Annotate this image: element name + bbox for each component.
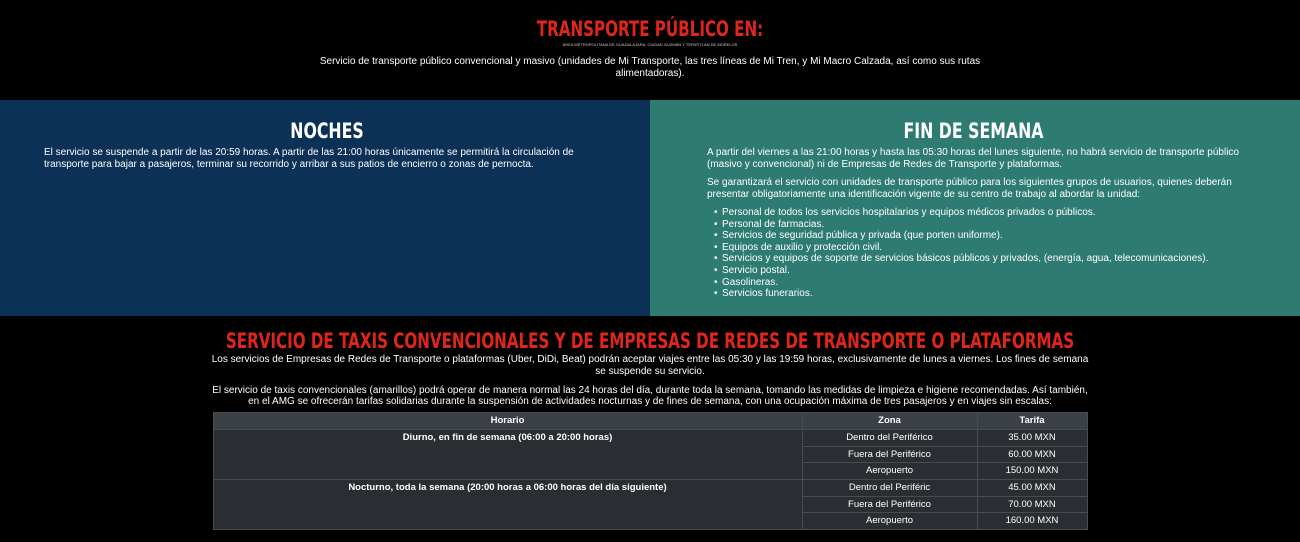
page-subtitle: ÁREA METROPOLITANA DE GUADALAJARA, CIUDAD GUZMÁN Y TEPATITLÁN DE MORELOS bbox=[562, 42, 738, 47]
zona-cell: Dentro del Periféric bbox=[802, 479, 977, 496]
zona-cell: Fuera del Periférico bbox=[802, 496, 977, 513]
tarifa-cell: 45.00 MXN bbox=[977, 479, 1087, 496]
weekend-title: FIN DE SEMANA bbox=[903, 119, 1044, 143]
weekend-text-1: A partir del viernes a las 21:00 horas y hasta las 05:30 horas del lunes siguiente, no habrá servicio de transporte público (masivo y convencional) ni de Empresas de Redes de Transporte y plataformas. bbox=[707, 147, 1239, 170]
tarifa-cell: 160.00 MXN bbox=[977, 513, 1087, 530]
list-item: • Gasolineras. bbox=[714, 277, 1240, 289]
taxis-section bbox=[0, 316, 1300, 530]
column-header-horario: Horario bbox=[213, 413, 802, 430]
tarifa-cell: 150.00 MXN bbox=[977, 463, 1087, 480]
column-header-zona: Zona bbox=[802, 413, 977, 430]
zona-cell: Aeropuerto bbox=[802, 513, 977, 530]
table-row bbox=[213, 429, 1087, 446]
weekend-panel bbox=[650, 100, 1300, 316]
list-item: • Servicios funerarios. bbox=[714, 288, 1240, 300]
table-row bbox=[213, 479, 1087, 496]
nights-text: El servicio se suspende a partir de las 20:59 horas. A partir de las 21:00 horas únicamente se permitirá la circulación de transporte para bajar a pasajeros, terminar su recorrido y arribar a sus patios de encierro o zonas de pernocta. bbox=[44, 147, 574, 170]
list-item: • Equipos de auxilio y protección civil. bbox=[714, 242, 1240, 254]
column-header-tarifa: Tarifa bbox=[977, 413, 1087, 430]
page-title: TRANSPORTE PÚBLICO EN: bbox=[536, 17, 764, 41]
essential-users-list bbox=[714, 207, 1240, 300]
horario-cell: Diurno, en fin de semana (06:00 a 20:00 horas) bbox=[213, 429, 802, 479]
zona-cell: Dentro del Periférico bbox=[802, 429, 977, 446]
taxis-text-1: Los servicios de Empresas de Redes de Transporte o plataformas (Uber, DiDi, Beat) podrán aceptar viajes entre las 05:30 y las 19:59 horas, exclusivamente de lunes a viernes. Los fines de semana se suspende su servicio. bbox=[211, 354, 1089, 377]
tarifa-cell: 35.00 MXN bbox=[977, 429, 1087, 446]
taxis-text-2: El servicio de taxis convencionales (amarillos) podrá operar de manera normal las 24 horas del día, durante toda la semana, tomando las medidas de limpieza e higiene recomendadas. Así también, en el AMG se ofrecerán tarifas solidarias durante la suspensión de actividades nocturnas y de fines de semana, con una ocupación máxima de tres pasajeros y en viajes sin escalas: bbox=[212, 384, 1088, 408]
tarifa-cell: 60.00 MXN bbox=[977, 446, 1087, 463]
list-item: • Servicios de seguridad pública y privada (que porten uniforme). bbox=[714, 230, 1240, 242]
nights-panel bbox=[0, 100, 650, 316]
zona-cell: Aeropuerto bbox=[802, 463, 977, 480]
tarifa-cell: 70.00 MXN bbox=[977, 496, 1087, 513]
list-item: • Personal de farmacias. bbox=[714, 219, 1240, 231]
table-header-row bbox=[213, 413, 1087, 430]
zona-cell: Fuera del Periférico bbox=[802, 446, 977, 463]
schedule-columns bbox=[0, 100, 1300, 316]
horario-cell: Nocturno, toda la semana (20:00 horas a 06:00 horas del día siguiente) bbox=[213, 479, 802, 529]
weekend-text-2: Se garantizará el servicio con unidades de transporte público para los siguientes grupos de usuarios, quienes deberán presentar obligatoriamente una identificación vigente de su centro de trabajo al abordar la unidad: bbox=[707, 177, 1232, 200]
taxis-title: SERVICIO DE TAXIS CONVENCIONALES Y DE EMPRESAS DE REDES DE TRANSPORTE O PLATAFORMAS bbox=[225, 329, 1075, 353]
nights-title: NOCHES bbox=[290, 119, 364, 143]
fares-table bbox=[213, 412, 1088, 530]
header-description: Servicio de transporte público convencional y masivo (unidades de Mi Transporte, las tres líneas de Mi Tren, y Mi Macro Calzada, así como sus rutas alimentadoras). bbox=[319, 56, 981, 79]
transport-header bbox=[0, 0, 1300, 100]
list-item: • Servicios y equipos de soporte de servicios básicos públicos y privados, (energía, agua, telecomunicaciones). bbox=[714, 253, 1240, 265]
list-item: • Personal de todos los servicios hospitalarios y equipos médicos privados o públicos. bbox=[714, 207, 1240, 219]
list-item: • Servicio postal. bbox=[714, 265, 1240, 277]
